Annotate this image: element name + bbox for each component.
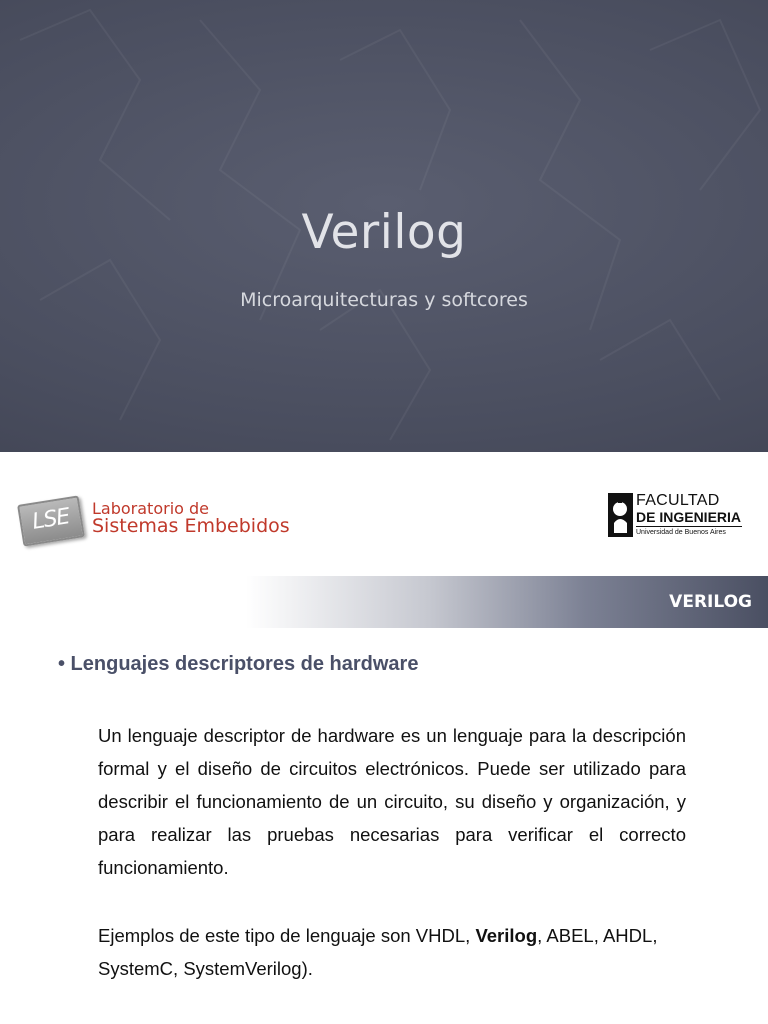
- section-header-bar: [246, 576, 768, 628]
- paragraph-examples: [98, 919, 686, 985]
- fiuba-logo-line2: DE INGENIERIA: [636, 509, 742, 525]
- fiuba-logo-rule: [636, 526, 742, 527]
- paragraph-definition: Un lenguaje descriptor de hardware es un lenguaje para la descripción formal y el diseño de circuitos electrónicos. Puede ser utilizado para describir el funcionamiento de un circuito, su diseño y organización, y para realizar las pruebas necesarias para verificar el correcto funcionamiento.: [98, 725, 686, 878]
- slide-title: Verilog: [301, 205, 467, 260]
- examples-text-bold: Verilog: [475, 925, 538, 946]
- section-label: VERILOG: [669, 592, 752, 612]
- slide-subtitle: Microarquitecturas y softcores: [240, 289, 528, 311]
- examples-text-after: , ABEL, AHDL, SystemC, SystemVerilog).: [98, 925, 658, 979]
- fiuba-logo-line1: FACULTAD: [636, 492, 720, 509]
- lse-badge-text: LSE: [30, 504, 72, 535]
- bullet-heading: • Lenguajes descriptores de hardware: [58, 653, 419, 675]
- fiuba-emblem-icon: [608, 493, 633, 537]
- title-slide: [0, 0, 768, 452]
- lse-logo-line2: Sistemas Embebidos: [92, 515, 290, 537]
- fiuba-logo-line3: Universidad de Buenos Aires: [636, 529, 726, 536]
- examples-text-before: Ejemplos de este tipo de lenguaje son VHDL,: [98, 925, 476, 946]
- lse-logo-line1: Laboratorio de: [92, 499, 210, 518]
